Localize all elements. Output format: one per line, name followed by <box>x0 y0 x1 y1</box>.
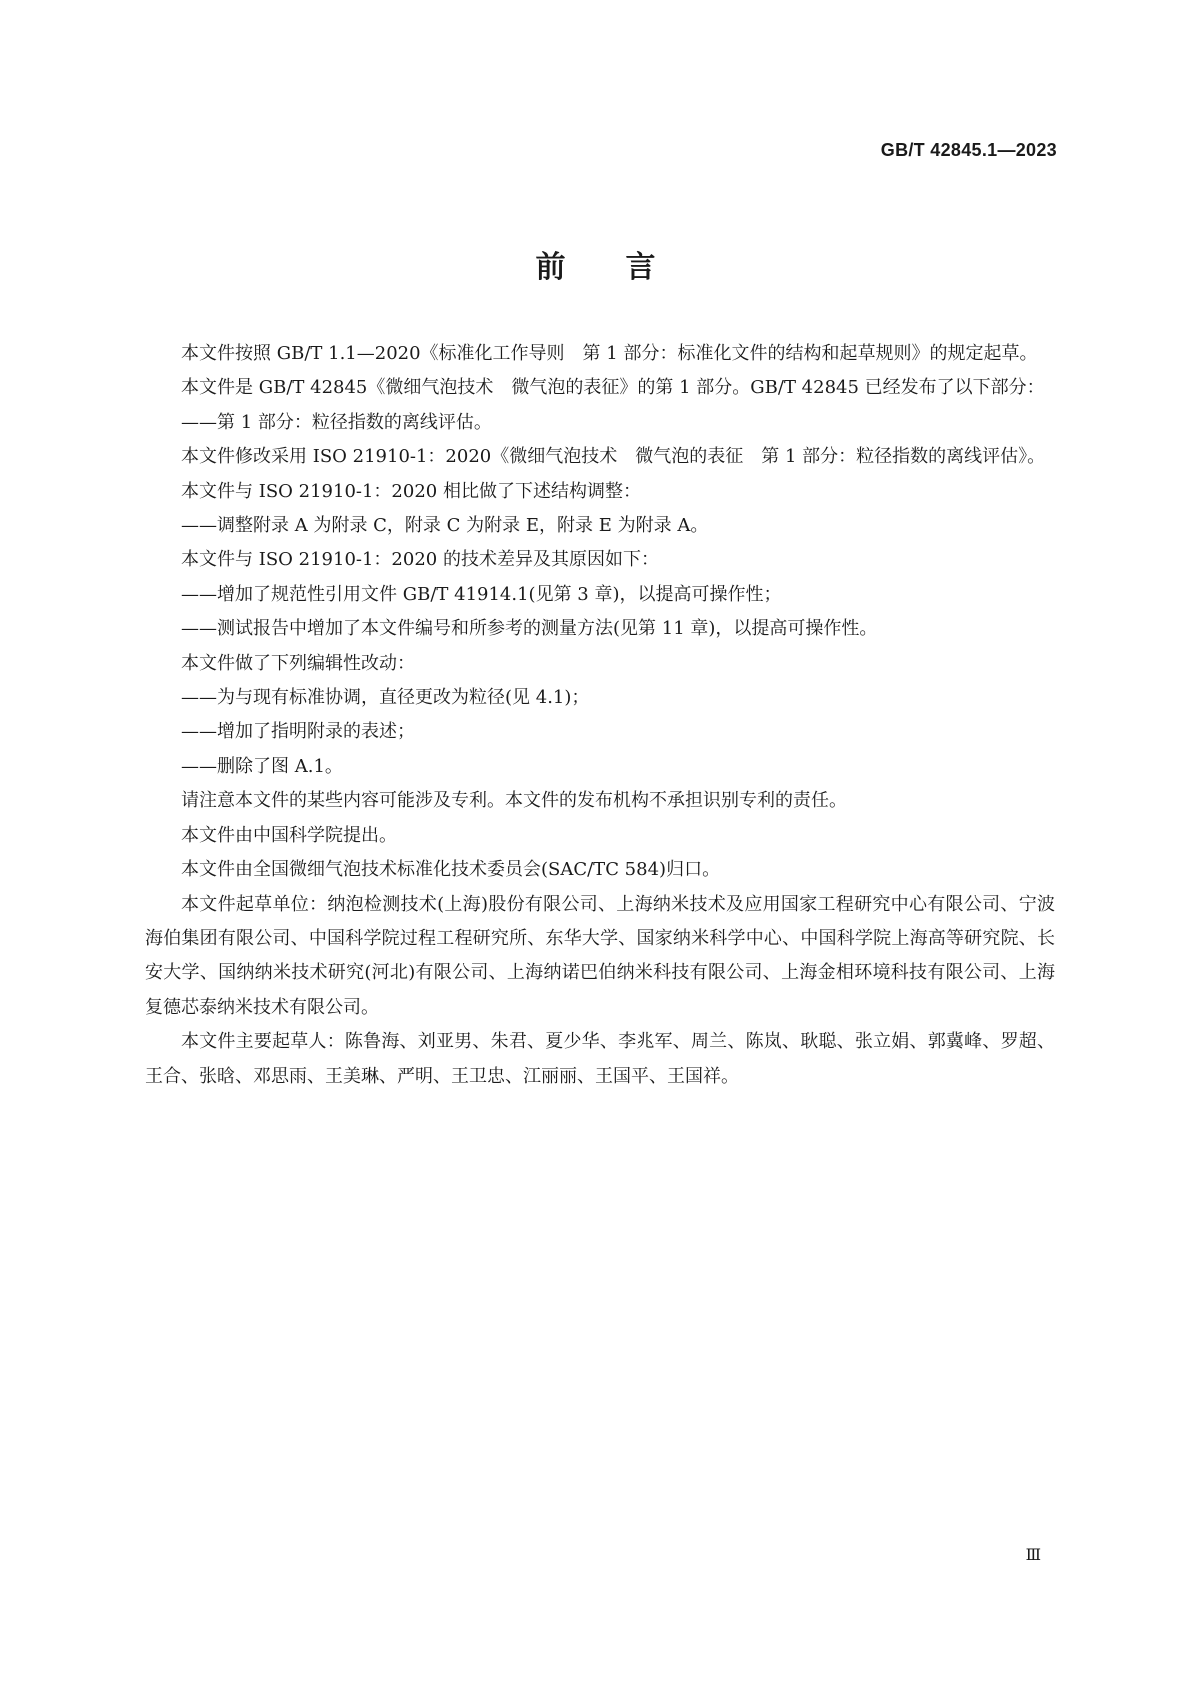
list-item: ——增加了规范性引用文件 GB/T 41914.1(见第 3 章)，以提高可操作性； <box>181 583 782 605</box>
list-item: ——删除了图 A.1。 <box>181 755 343 777</box>
drafters: 本文件主要起草人：陈鲁海、刘亚男、朱君、夏少华、李兆军、周兰、陈岚、耿聪、张立娟、郭冀峰、罗超、王合、张晗、邓思雨、王美琳、严明、王卫忠、江丽丽、王国平、王国祥。 <box>145 1031 1055 1087</box>
paragraph: 本文件做了下列编辑性改动： <box>181 652 415 674</box>
paragraph: 本文件修改采用 ISO 21910-1：2020《微细气泡技术 微气泡的表征 第 1 部分：粒径指数的离线评估》。 <box>181 446 1046 468</box>
patent-notice: 请注意本文件的某些内容可能涉及专利。本文件的发布机构不承担识别专利的责任。 <box>181 790 847 812</box>
list-item: ——增加了指明附录的表述； <box>181 721 415 743</box>
proposer: 本文件由中国科学院提出。 <box>181 824 397 846</box>
list-item: ——第 1 部分：粒径指数的离线评估。 <box>181 411 492 433</box>
paragraph: 本文件与 ISO 21910-1：2020 的技术差异及其原因如下： <box>181 549 659 571</box>
list-item: ——为与现有标准协调，直径更改为粒径(见 4.1)； <box>181 687 590 709</box>
foreword-body <box>145 337 1055 1094</box>
list-item: ——测试报告中增加了本文件编号和所参考的测量方法(见第 11 章)，以提高可操作性。 <box>181 618 878 640</box>
paragraph: 本文件与 ISO 21910-1：2020 相比做了下述结构调整： <box>181 480 641 502</box>
drafting-units: 本文件起草单位：纳泡检测技术(上海)股份有限公司、上海纳米技术及应用国家工程研究中心有限公司、宁波海伯集团有限公司、中国科学院过程工程研究所、东华大学、国家纳米科学中心、中国科学院上海高等研究院、长安大学、国纳纳米技术研究(河北)有限公司、上海纳诺巴伯纳米科技有限公司、上海金相环境科技有限公司、上海复德芯泰纳米技术有限公司。 <box>145 893 1055 1018</box>
standard-code: GB/T 42845.1—2023 <box>880 140 1057 160</box>
paragraph: 本文件按照 GB/T 1.1—2020《标准化工作导则 第 1 部分：标准化文件的结构和起草规则》的规定起草。 <box>181 343 1038 364</box>
page-number: Ⅲ <box>1025 1545 1041 1564</box>
list-item: ——调整附录 A 为附录 C，附录 C 为附录 E，附录 E 为附录 A。 <box>181 515 709 537</box>
paragraph: 本文件是 GB/T 42845《微细气泡技术 微气泡的表征》的第 1 部分。GB/T 42845 已经发布了以下部分： <box>181 377 1045 399</box>
committee: 本文件由全国微细气泡技术标准化技术委员会(SAC/TC 584)归口。 <box>181 859 721 881</box>
page-title: 前言 <box>535 250 716 285</box>
